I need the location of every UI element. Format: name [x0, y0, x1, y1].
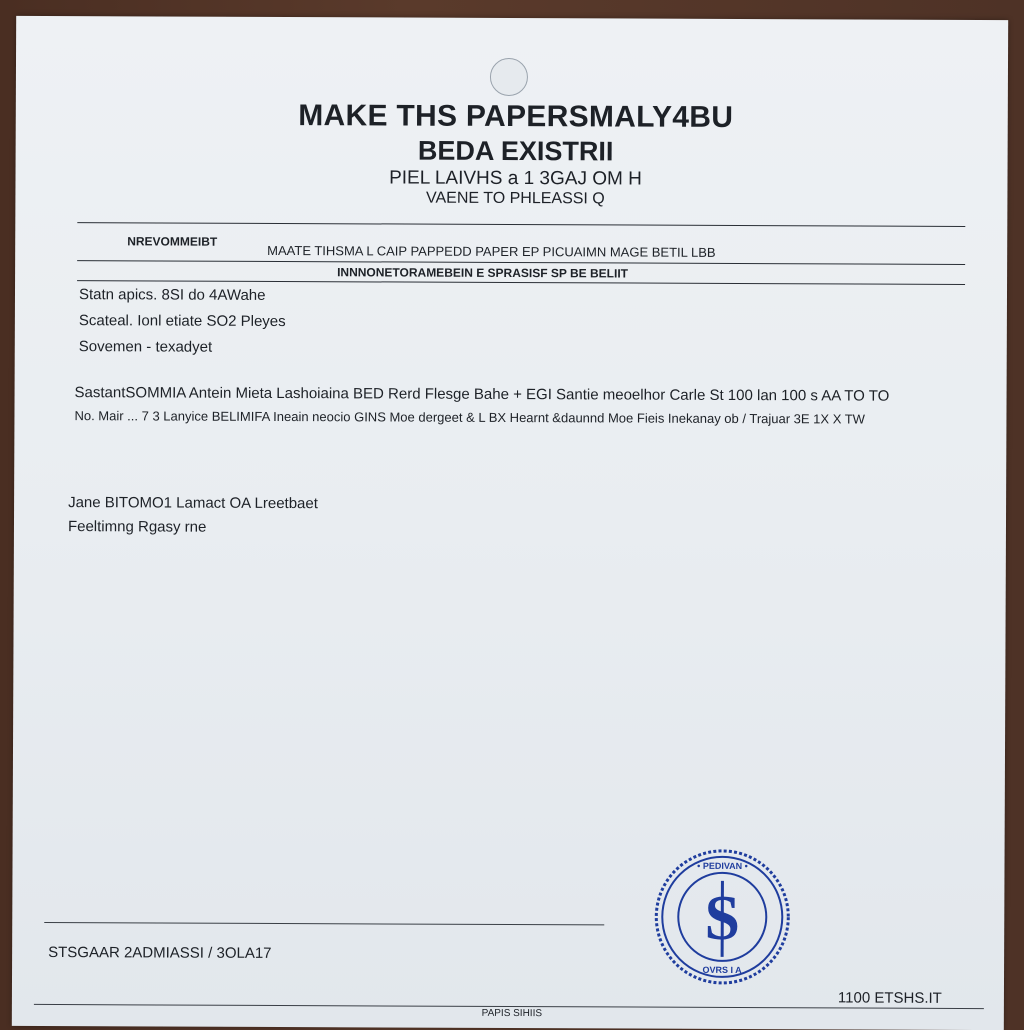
signature-line-text: STSGAAR 2ADMIASSI / 3OLA17 — [48, 944, 271, 962]
header-right-label: MAATE TIHSMA L CAIP PAPPEDD PAPER EP PICUAIMN MAGE BETIL LBB — [267, 243, 715, 260]
signatory-role: Feeltimng Rgasy rne — [68, 518, 206, 536]
header-rule-middle — [77, 260, 965, 265]
meta-line: Scateal. Ionl etiate SO2 Pleyes — [79, 312, 286, 330]
signatory-name: Jane BITOMO1 Lamact OA Lreetbaet — [68, 494, 318, 512]
caduceus-s-seal-icon — [652, 847, 793, 988]
body-paragraph-line: SastantSOMMIA Antein Mieta Lashoiaina BED Rerd Flesge Bahe + EGI Santie meoelhor Carle St 100 lan 100 s AA TO TO — [75, 384, 890, 405]
document-title: MAKE THS PAPERSMALY4BU — [16, 98, 1016, 136]
header-left-label: NREVOMMEIBT — [127, 234, 217, 248]
document-subtitle: PIEL LAIVHS a 1 3GAJ OM H — [15, 166, 1015, 192]
meta-line: Sovemen - texadyet — [79, 338, 212, 356]
document-paper — [12, 16, 1008, 1030]
document-subtitle-line2: VAENE TO PHLEASSI Q — [15, 188, 1015, 210]
header-sub-label: INNNONETORAMEBEIN E SPRASISF SP BE BELIIT — [337, 265, 628, 280]
header-rule-bottom — [77, 280, 965, 285]
svg-text:S: S — [704, 882, 740, 953]
footer-text: PAPIS SIHIIS — [12, 1006, 1012, 1021]
reference-number: 1100 ETSHS.IT — [838, 989, 942, 1006]
svg-text:• PEDIVAN •: • PEDIVAN • — [697, 861, 748, 871]
meta-line: Statn apics. 8SI do 4AWahe — [79, 286, 266, 304]
document-title-line2: BEDA EXISTRII — [16, 134, 1016, 169]
header-rule-top — [77, 222, 965, 227]
punch-hole — [490, 58, 528, 96]
signature-line — [44, 922, 604, 925]
body-paragraph-line: No. Mair ... 7 3 Lanyice BELIMIFA Ineain neocio GINS Moe dergeet & L BX Hearnt &daunnd Moe Fieis Inekanay ob / Trajuar 3E 1X X TW — [74, 408, 865, 426]
svg-text:OVRS I A: OVRS I A — [702, 965, 742, 975]
